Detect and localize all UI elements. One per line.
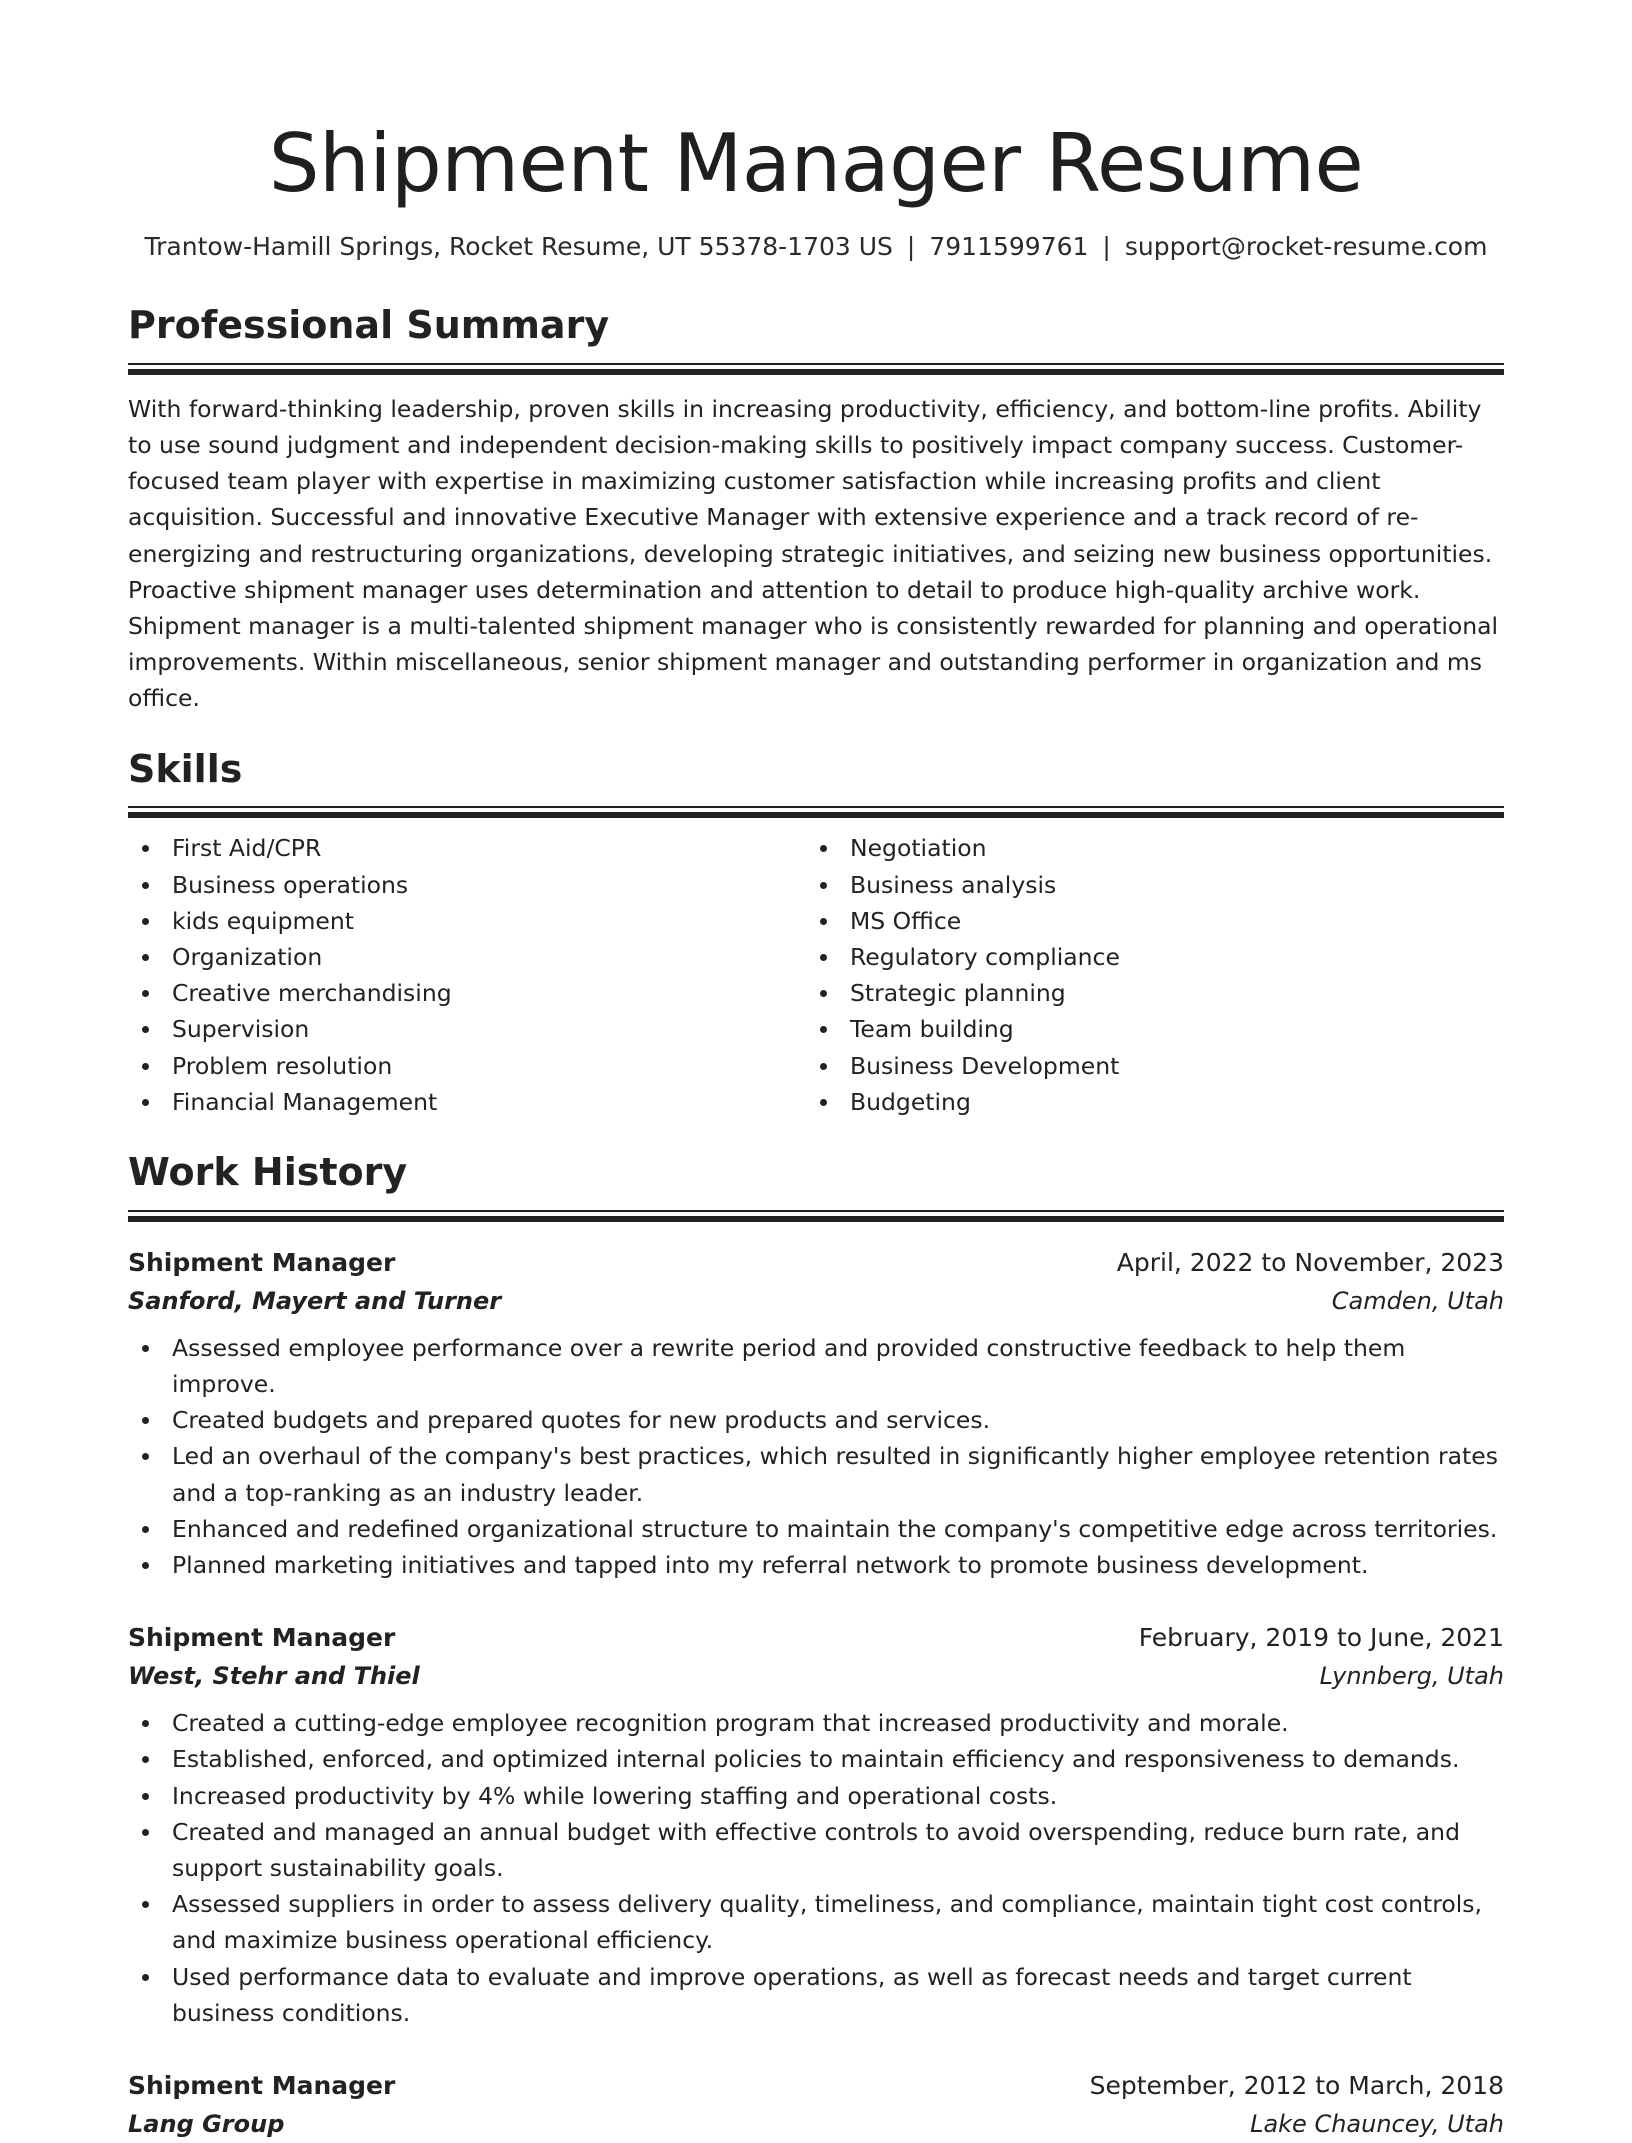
job-dates: September, 2012 to March, 2018 bbox=[1089, 2071, 1504, 2101]
job-entry bbox=[128, 2067, 1504, 2143]
skill-item: Financial Management bbox=[128, 1084, 806, 1120]
contact-separator: | bbox=[906, 232, 916, 261]
job-entry bbox=[128, 1244, 1504, 1583]
skills-column-left bbox=[128, 830, 806, 1120]
section-divider bbox=[128, 806, 1504, 820]
section-heading: Skills bbox=[128, 746, 243, 791]
job-bullet: Increased productivity by 4% while lowering staffing and operational costs. bbox=[128, 1778, 1504, 1814]
skills-section bbox=[128, 746, 1504, 1120]
skill-item: Problem resolution bbox=[128, 1048, 806, 1084]
skill-item: Team building bbox=[806, 1011, 1484, 1047]
skill-item: Business operations bbox=[128, 867, 806, 903]
job-bullets bbox=[128, 1705, 1504, 2031]
skill-item: Organization bbox=[128, 939, 806, 975]
skill-item: kids equipment bbox=[128, 903, 806, 939]
skill-item: Negotiation bbox=[806, 830, 1484, 866]
skills-column-right bbox=[806, 830, 1484, 1120]
skill-item: Business Development bbox=[806, 1048, 1484, 1084]
job-bullet: Used performance data to evaluate and improve operations, as well as forecast needs and target current business conditions. bbox=[128, 1959, 1504, 2031]
job-title: Shipment Manager bbox=[128, 1623, 396, 1653]
section-divider bbox=[128, 1210, 1504, 1224]
summary-text: With forward-thinking leadership, proven skills in increasing productivity, efficiency, and bottom-line profits. Ability to use sound judgment and independent decision-making skills to positively impact company success. Customer-focused team player with expertise in maximizing customer satisfaction while increasing profits and client acquisition. Successful and innovative Executive Manager with extensive experience and a track record of re-energizing and restructuring organizations, developing strategic initiatives, and seizing new business opportunities. Proactive shipment manager uses determination and attention to detail to produce high-quality archive work. Shipment manager is a multi-talented shipment manager who is consistently rewarded for planning and operational improvements. Within miscellaneous, senior shipment manager and outstanding performer in organization and ms office. bbox=[128, 394, 1499, 713]
summary-section bbox=[128, 305, 1504, 717]
contact-separator: | bbox=[1102, 232, 1111, 261]
job-bullets bbox=[128, 1330, 1504, 1583]
job-bullet: Planned marketing initiatives and tapped into my referral network to promote business development. bbox=[128, 1547, 1504, 1583]
skill-item: Business analysis bbox=[806, 867, 1484, 903]
skills-list bbox=[128, 830, 1504, 1120]
skill-item: Supervision bbox=[128, 1011, 806, 1047]
section-divider bbox=[128, 363, 1504, 377]
job-bullet: Assessed employee performance over a rewrite period and provided constructive feedback to help them improve. bbox=[128, 1330, 1504, 1402]
job-location: Camden, Utah bbox=[1331, 1286, 1504, 1315]
job-bullet: Led an overhaul of the company's best practices, which resulted in significantly higher employee retention rates and a top-ranking as an industry leader. bbox=[128, 1438, 1504, 1510]
job-bullet: Assessed suppliers in order to assess delivery quality, timeliness, and compliance, maintain tight cost controls, and maximize business operational efficiency. bbox=[128, 1886, 1504, 1958]
contact-line bbox=[128, 232, 1504, 261]
job-bullet: Enhanced and redefined organizational structure to maintain the company's competitive edge across territories. bbox=[128, 1511, 1504, 1547]
skill-item: First Aid/CPR bbox=[128, 830, 806, 866]
work-history-section bbox=[128, 1152, 1504, 2143]
job-bullet: Created and managed an annual budget with effective controls to avoid overspending, reduce burn rate, and support sustainability goals. bbox=[128, 1814, 1504, 1886]
contact-phone: 7911599761 bbox=[929, 232, 1089, 261]
job-company: West, Stehr and Thiel bbox=[128, 1662, 420, 1691]
job-company: Sanford, Mayert and Turner bbox=[128, 1286, 502, 1315]
skill-item: MS Office bbox=[806, 903, 1484, 939]
job-title: Shipment Manager bbox=[128, 2071, 396, 2101]
contact-email: support@rocket-resume.com bbox=[1124, 232, 1488, 261]
job-entry bbox=[128, 1619, 1504, 2031]
job-location: Lynnberg, Utah bbox=[1319, 1662, 1504, 1691]
job-dates: February, 2019 to June, 2021 bbox=[1138, 1623, 1504, 1653]
job-dates: April, 2022 to November, 2023 bbox=[1116, 1247, 1504, 1277]
skill-item: Budgeting bbox=[806, 1084, 1484, 1120]
job-bullet: Established, enforced, and optimized internal policies to maintain efficiency and responsiveness to demands. bbox=[128, 1741, 1504, 1777]
resume-page bbox=[128, 118, 1504, 2143]
contact-address: Trantow-Hamill Springs, Rocket Resume, UT 55378-1703 US bbox=[144, 232, 893, 261]
resume-title: Shipment Manager Resume bbox=[268, 117, 1364, 210]
job-location: Lake Chauncey, Utah bbox=[1250, 2110, 1504, 2139]
job-company: Lang Group bbox=[128, 2110, 285, 2139]
skill-item: Strategic planning bbox=[806, 975, 1484, 1011]
job-bullet: Created budgets and prepared quotes for new products and services. bbox=[128, 1402, 1504, 1438]
skill-item: Creative merchandising bbox=[128, 975, 806, 1011]
section-heading: Professional Summary bbox=[128, 303, 610, 347]
job-title: Shipment Manager bbox=[128, 1247, 396, 1277]
job-bullet: Created a cutting-edge employee recognition program that increased productivity and morale. bbox=[128, 1705, 1504, 1741]
skill-item: Regulatory compliance bbox=[806, 939, 1484, 975]
section-heading: Work History bbox=[128, 1150, 408, 1195]
